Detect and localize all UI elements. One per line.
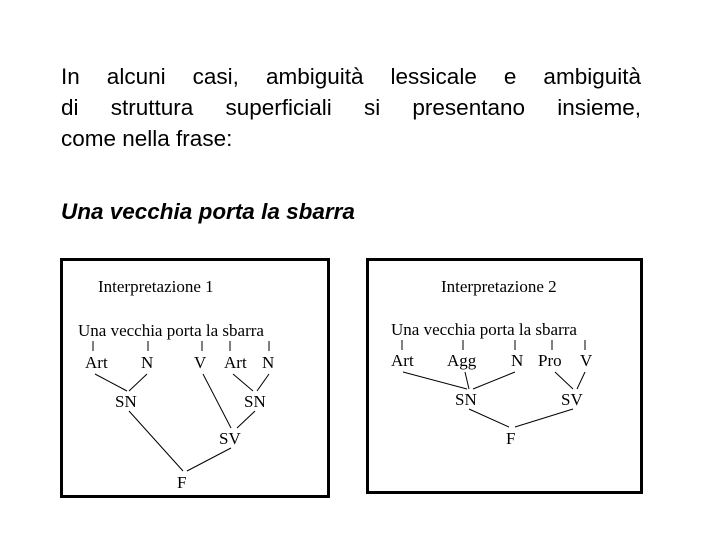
intro-line-1: In alcuni casi, ambiguità lessicale e ambiguità [61, 64, 641, 89]
parse-tree-2 [369, 261, 646, 497]
tree-title: Interpretazione 2 [441, 277, 557, 296]
node-sv: SV [219, 429, 241, 448]
leaf-art: Art [391, 351, 414, 370]
example-sentence: Una vecchia porta la sbarra [61, 199, 355, 224]
intro-paragraph [61, 61, 641, 154]
leaf-n: N [511, 351, 524, 370]
word-ticks [402, 340, 585, 350]
tree-panel-interpretation-1 [60, 258, 330, 498]
tree-title: Interpretazione 1 [98, 277, 214, 296]
leaf-art: Art [224, 353, 247, 372]
leaf-n: N [141, 353, 154, 372]
leaf-v: V [194, 353, 207, 372]
tree-panel-interpretation-2 [366, 258, 643, 494]
tree-edges [403, 372, 585, 427]
node-sn: SN [115, 392, 137, 411]
node-sn: SN [455, 390, 477, 409]
tree-sentence: Una vecchia porta la sbarra [391, 320, 577, 339]
leaf-agg: Agg [447, 351, 477, 370]
intro-line-2: di struttura superficiali si presentano insieme, [61, 95, 641, 120]
node-root-f: F [506, 429, 516, 448]
parse-tree-1 [63, 261, 333, 501]
tree-edges [95, 374, 269, 471]
leaf-v: V [580, 351, 593, 370]
intro-line-3: come nella frase: [61, 126, 233, 151]
node-sv: SV [561, 390, 583, 409]
leaf-art: Art [85, 353, 108, 372]
leaf-n: N [262, 353, 275, 372]
node-sn: SN [244, 392, 266, 411]
word-ticks [93, 341, 269, 351]
node-root-f: F [177, 473, 187, 492]
tree-sentence: Una vecchia porta la sbarra [78, 321, 264, 340]
leaf-pro: Pro [538, 351, 562, 370]
